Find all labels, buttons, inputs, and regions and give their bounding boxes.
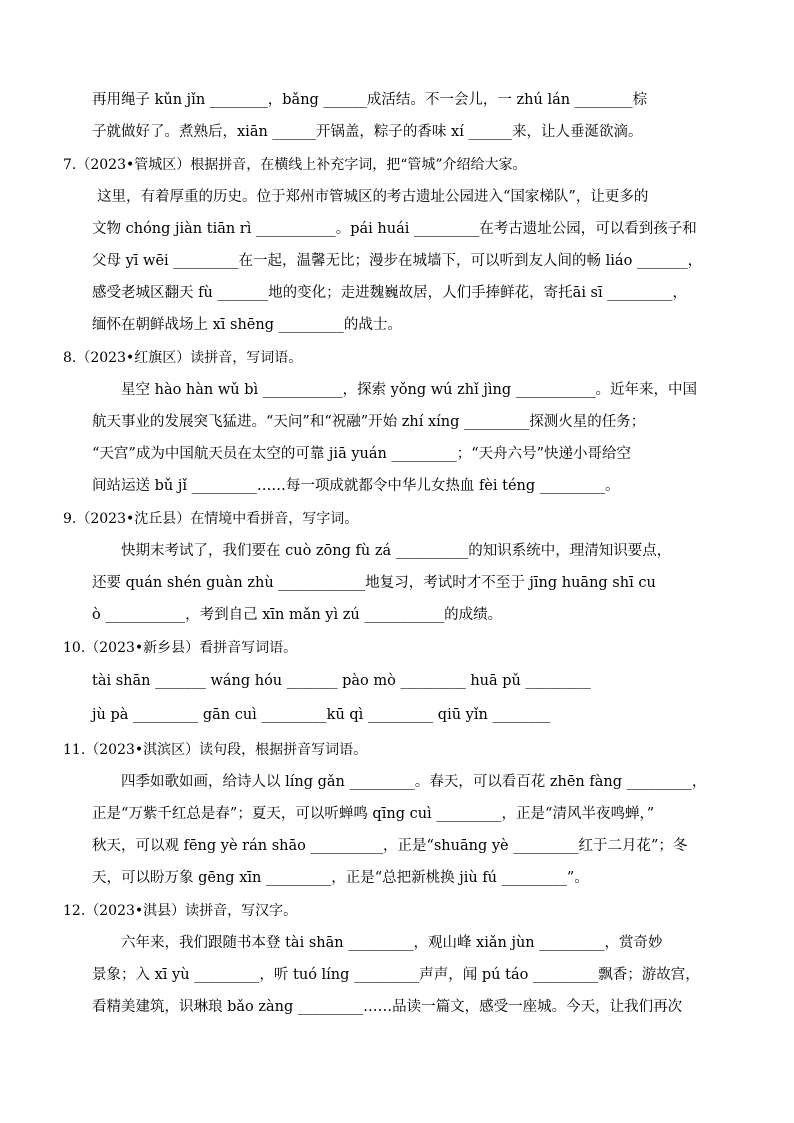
- text-line: 还要 quán shén guàn zhù ____________地复习，考试时才不至于 jīng huāng shī cu: [92, 575, 656, 591]
- text-line: 子就做好了。煮熟后，xiān ______开锅盖，粽子的香味 xí ______来，让人垂涎欲滴。: [92, 124, 643, 140]
- text-line: 星空 hào hàn wǔ bì ___________，探索 yǒng wú zhǐ jìng ___________。近年来，中国: [121, 382, 697, 398]
- text-line: 航天事业的发展突飞猛进。“天问”和“祝融”开始 zhí xíng _________探测火星的任务；: [92, 414, 646, 430]
- text-line: 感受老城区翻天 fù _______地的变化；走进魏巍故居，人们手捧鲜花，寄托āi sī _________，: [92, 285, 687, 301]
- text-line: ò ___________，考到自己 xīn mǎn yì zú ___________的成绩。: [92, 607, 503, 623]
- text-line: 六年来，我们跟随书本登 tài shān _________，观山峰 xiǎn jùn _________，赏奇妙: [121, 935, 663, 951]
- question-heading: 11.（2023•淇滨区）读句段，根据拼音写词语。: [63, 742, 368, 758]
- text-line: 快期末考试了，我们要在 cuò zōng fù zá __________的知识系统中，理清知识要点，: [121, 543, 672, 559]
- text-line: “天宫”成为中国航天员在太空的可靠 jiā yuán _________；“天舟六号”快递小哥给空: [92, 446, 632, 462]
- text-line: 这里，有着厚重的历史。位于郑州市管城区的考古遗址公园进入“国家梯队”，让更多的: [97, 189, 649, 205]
- question-heading: 7.（2023•管城区）根据拼音，在横线上补充字词，把“管城”介绍给大家。: [63, 157, 527, 173]
- question-heading: 8.（2023•红旗区）读拼音，写词语。: [63, 350, 303, 366]
- question-heading: 9.（2023•沈丘县）在情境中看拼音，写字词。: [63, 511, 359, 527]
- text-line: 文物 chóng jiàn tiān rì ___________。pái huái _________在考古遗址公园，可以看到孩子和: [92, 221, 697, 237]
- text-line: jù pà _________ gān cuì _________kū qì _________ qiū yǐn ________: [92, 707, 551, 723]
- text-line: 父母 yī wēi _________在一起，温馨无比；漫步在城墙下，可以听到友人间的畅 liáo _______，: [92, 253, 703, 269]
- question-heading: 10.（2023•新乡县）看拼音写词语。: [63, 640, 298, 656]
- text-line: tài shān _______ wáng hóu _______ pào mò _________ huā pǔ _________: [92, 673, 591, 689]
- text-line: 正是“万紫千红总是春”；夏天，可以听蝉鸣 qīng cuì _________，正是“清风半夜鸣蝉，”: [92, 806, 655, 822]
- text-line: 看精美建筑，识琳琅 bǎo zàng _________……品读一篇文，感受一座城。今天，让我们再次: [92, 999, 683, 1015]
- text-line: 再用绳子 kǔn jǐn ________，bǎng ______成活结。不一会儿，一 zhú lán ________棕: [92, 92, 648, 108]
- text-line: 景象；入 xī yù _________，听 tuó líng _________声声，闻 pú táo _________飘香；游故宫，: [92, 967, 700, 983]
- question-heading: 12.（2023•淇县）读拼音，写汉字。: [63, 903, 298, 919]
- text-line: 缅怀在朝鲜战场上 xī shēng _________的战士。: [92, 317, 402, 333]
- text-line: 秋天，可以观 fēng yè rán shāo __________，正是“shuāng yè _________红于二月花”；冬: [92, 838, 688, 854]
- text-line: 四季如歌如画，给诗人以 líng gǎn _________。春天，可以看百花 zhēn fàng _________，: [121, 774, 707, 790]
- text-line: 间站运送 bǔ jǐ _________……每一项成就都令中华儿女热血 fèi téng _________。: [92, 478, 620, 494]
- text-line: 天，可以盼万象 gēng xīn _________，正是“总把新桃换 jiù fú _________”。: [92, 870, 589, 886]
